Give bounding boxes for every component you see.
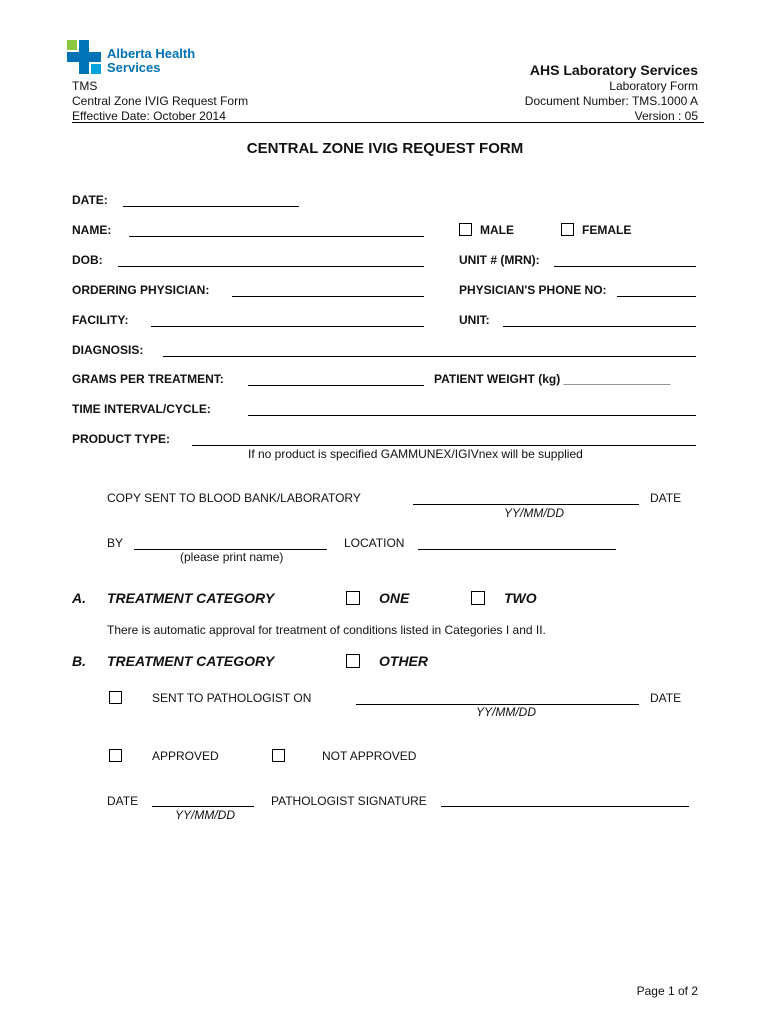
section-a-title: TREATMENT CATEGORY xyxy=(107,590,275,606)
dob-input-line[interactable] xyxy=(118,266,424,267)
header-left-effective-date: Effective Date: October 2014 xyxy=(72,109,226,123)
approval-date-format: YY/MM/DD xyxy=(175,808,235,822)
header-right-version: Version : 05 xyxy=(634,109,698,123)
sent-to-pathologist-checkbox[interactable] xyxy=(109,691,122,704)
unit-mrn-input-line[interactable] xyxy=(554,266,696,267)
by-label: BY xyxy=(107,536,124,550)
name-input-line[interactable] xyxy=(129,236,424,237)
diagnosis-label: DIAGNOSIS: xyxy=(72,343,144,357)
diagnosis-input-line[interactable] xyxy=(163,356,696,357)
print-name-hint: (please print name) xyxy=(180,550,284,564)
logo-text-line2: Services xyxy=(107,60,161,75)
time-interval-input-line[interactable] xyxy=(248,415,696,416)
location-input-line[interactable] xyxy=(418,549,616,550)
dob-label: DOB: xyxy=(72,253,103,267)
unit-mrn-label: UNIT # (MRN): xyxy=(459,253,540,267)
category-two-label: TWO xyxy=(504,590,537,606)
not-approved-label: NOT APPROVED xyxy=(322,749,417,763)
location-label: LOCATION xyxy=(344,536,405,550)
header-left-form-name: Central Zone IVIG Request Form xyxy=(72,94,249,108)
page-number: Page 1 of 2 xyxy=(636,984,698,998)
facility-label: FACILITY: xyxy=(72,313,129,327)
header-right-title: AHS Laboratory Services xyxy=(529,62,698,78)
copy-sent-label: COPY SENT TO BLOOD BANK/LABORATORY xyxy=(107,491,361,505)
time-interval-label: TIME INTERVAL/CYCLE: xyxy=(72,402,211,416)
facility-input-line[interactable] xyxy=(151,326,424,327)
physician-phone-input-line[interactable] xyxy=(617,296,696,297)
pathologist-signature-label: PATHOLOGIST SIGNATURE xyxy=(271,794,427,808)
category-other-label: OTHER xyxy=(379,653,428,669)
pathologist-signature-line[interactable] xyxy=(441,806,689,807)
category-two-checkbox[interactable] xyxy=(471,591,485,605)
ordering-physician-input-line[interactable] xyxy=(232,296,424,297)
header-right-doc-number: Document Number: TMS.1000 A xyxy=(524,94,698,108)
copy-sent-date-format: YY/MM/DD xyxy=(504,506,564,520)
name-label: NAME: xyxy=(72,223,112,237)
header-right-form-type: Laboratory Form xyxy=(609,79,698,93)
section-a-note: There is automatic approval for treatment of conditions listed in Categories I and II. xyxy=(107,623,546,637)
date-input-line[interactable] xyxy=(123,206,299,207)
male-checkbox[interactable] xyxy=(459,223,472,236)
sent-to-pathologist-date-format: YY/MM/DD xyxy=(476,705,536,719)
sent-to-pathologist-date-label: DATE xyxy=(650,691,682,705)
female-label: FEMALE xyxy=(582,223,632,237)
approval-date-label: DATE xyxy=(107,794,139,808)
section-b-title: TREATMENT CATEGORY xyxy=(107,653,275,669)
unit-label: UNIT: xyxy=(459,313,490,327)
approved-checkbox[interactable] xyxy=(109,749,122,762)
grams-per-treatment-label: GRAMS PER TREATMENT: xyxy=(72,372,224,386)
category-other-checkbox[interactable] xyxy=(346,654,360,668)
male-label: MALE xyxy=(480,223,514,237)
date-label: DATE: xyxy=(72,193,108,207)
physician-phone-label: PHYSICIAN'S PHONE NO: xyxy=(459,283,607,297)
ordering-physician-label: ORDERING PHYSICIAN: xyxy=(72,283,210,297)
female-checkbox[interactable] xyxy=(561,223,574,236)
category-one-label: ONE xyxy=(379,590,410,606)
grams-per-treatment-input-line[interactable] xyxy=(248,385,424,386)
product-type-note: If no product is specified GAMMUNEX/IGIVnex will be supplied xyxy=(248,447,583,461)
sent-to-pathologist-label: SENT TO PATHOLOGIST ON xyxy=(152,691,312,705)
product-type-input-line[interactable] xyxy=(192,445,696,446)
copy-sent-date-line[interactable] xyxy=(413,504,639,505)
unit-input-line[interactable] xyxy=(503,326,696,327)
logo-text-line1: Alberta Health xyxy=(107,46,196,61)
form-title: CENTRAL ZONE IVIG REQUEST FORM xyxy=(246,140,524,157)
not-approved-checkbox[interactable] xyxy=(272,749,285,762)
approval-date-line[interactable] xyxy=(152,806,254,807)
copy-sent-date-label: DATE xyxy=(650,491,682,505)
section-a-letter: A. xyxy=(72,590,86,606)
header-divider xyxy=(72,122,704,123)
logo-cross-icon xyxy=(67,40,101,74)
header-left-tms: TMS xyxy=(72,79,98,93)
product-type-label: PRODUCT TYPE: xyxy=(72,432,171,446)
category-one-checkbox[interactable] xyxy=(346,591,360,605)
approved-label: APPROVED xyxy=(152,749,219,763)
patient-weight-label: PATIENT WEIGHT (kg) ________________ xyxy=(434,372,671,386)
section-b-letter: B. xyxy=(72,653,86,669)
